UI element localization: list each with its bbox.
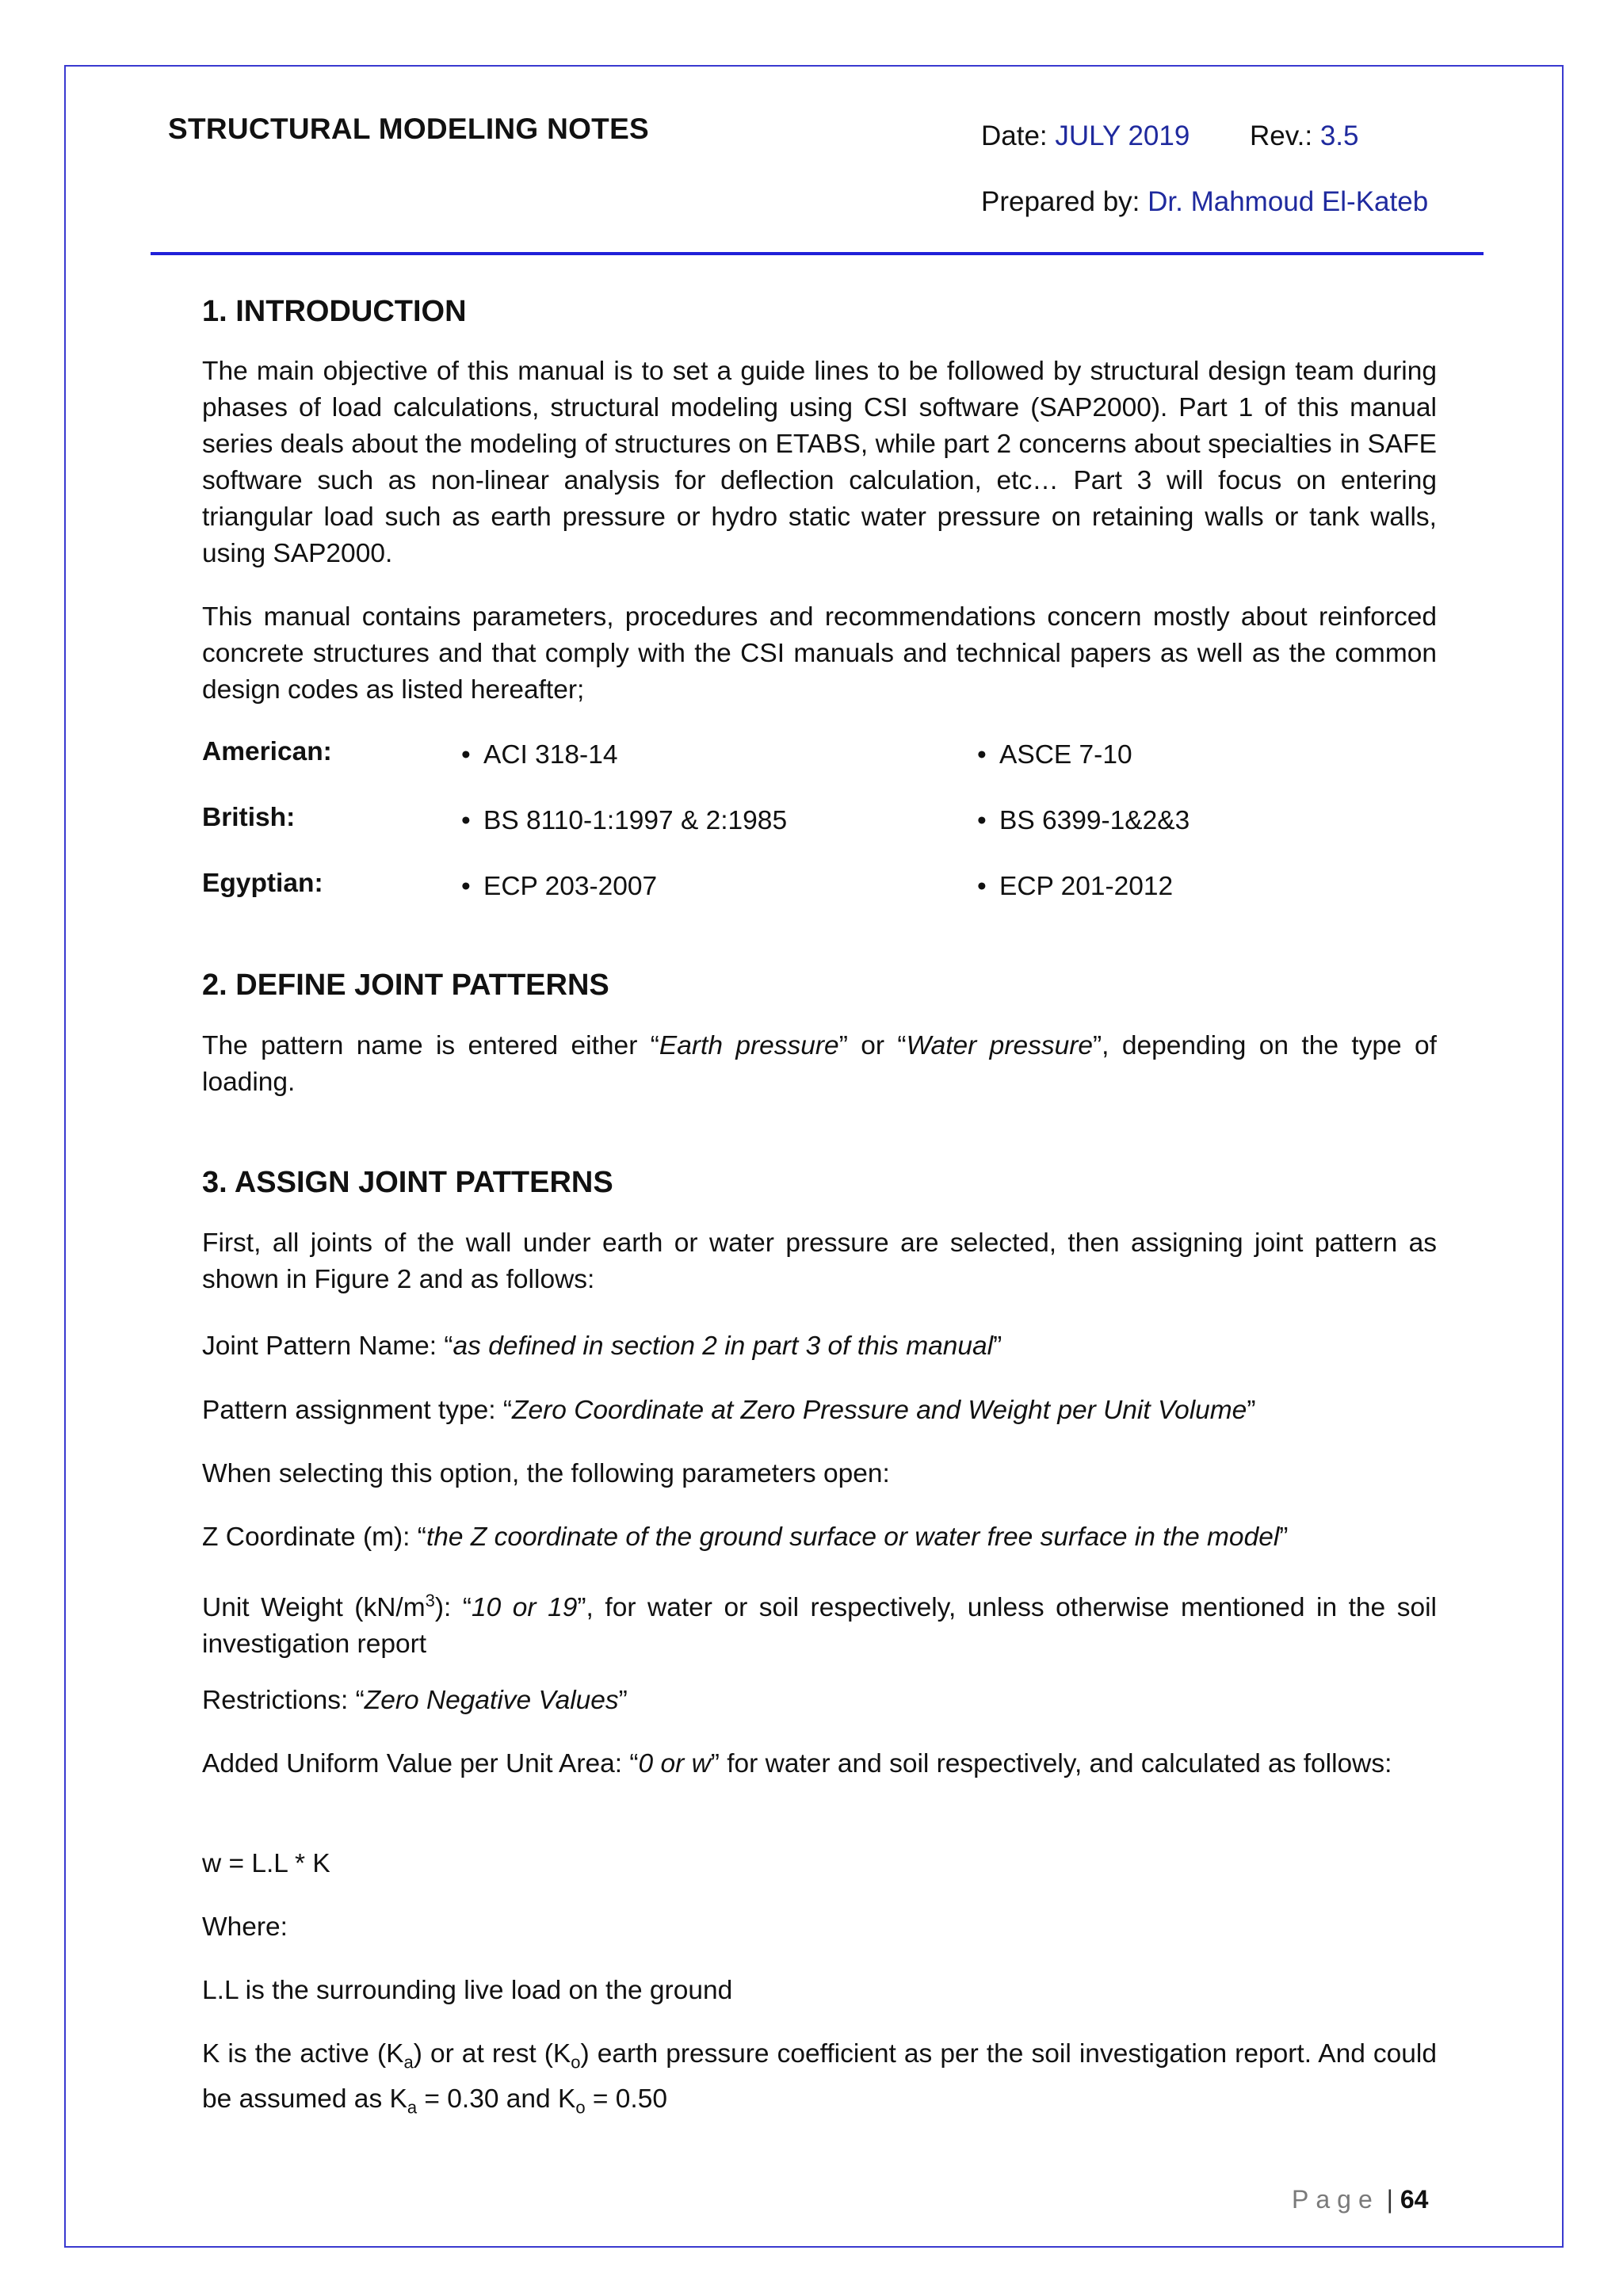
footer-separator: |	[1386, 2185, 1393, 2214]
code-item	[977, 740, 1132, 770]
where-line: Where:	[202, 1912, 288, 1942]
section-introduction	[202, 295, 1437, 329]
prepared-by-value: Dr. Mahmoud El-Kateb	[1148, 186, 1429, 217]
code-label: Egyptian:	[202, 869, 323, 898]
code-text: ECP 201-2012	[999, 872, 1174, 901]
code-row-british	[202, 803, 1470, 869]
bullet-icon: •	[977, 872, 987, 901]
code-item	[461, 740, 617, 770]
live-load-line: L.L is the surrounding live load on the ground	[202, 1976, 733, 2005]
code-label: American:	[202, 737, 332, 766]
bullet-icon: •	[977, 740, 987, 770]
define-text: The pattern name is entered either “Earth pressure” or “Water pressure”, depending on the type of loading.	[202, 1031, 1437, 1097]
section-heading-define: 2. DEFINE JOINT PATTERNS	[202, 968, 609, 1002]
date-value: JULY 2019	[1055, 120, 1190, 151]
code-text: ASCE 7-10	[999, 740, 1132, 770]
pattern-assignment-type-line: Pattern assignment type: “Zero Coordinate at Zero Pressure and Weight per Unit Volume”	[202, 1396, 1256, 1425]
assign-intro-text: First, all joints of the wall under earth or water pressure are selected, then assigning joint pattern as shown in Figure 2 and as follows:	[202, 1228, 1437, 1294]
define-paragraph	[202, 1028, 1437, 1101]
bullet-icon: •	[461, 806, 471, 835]
intro-paragraph-2	[202, 599, 1437, 709]
page-number: 64	[1400, 2185, 1429, 2214]
section-define-joint-patterns	[202, 968, 1437, 1003]
revision-label: Rev.:	[1250, 120, 1320, 151]
revision-line	[1250, 120, 1358, 152]
intro-paragraph-1	[202, 353, 1437, 572]
prepared-by-label: Prepared by:	[981, 186, 1148, 217]
restrictions-line: Restrictions: “Zero Negative Values”	[202, 1686, 628, 1715]
header-divider	[151, 252, 1484, 255]
code-item	[461, 872, 657, 902]
code-row-egyptian	[202, 869, 1470, 934]
code-label: British:	[202, 803, 296, 832]
document-title: STRUCTURAL MODELING NOTES	[168, 113, 650, 145]
design-codes-list	[202, 737, 1470, 934]
page-word: Page	[1292, 2185, 1380, 2214]
revision-value: 3.5	[1319, 120, 1359, 151]
option-line: When selecting this option, the following parameters open:	[202, 1459, 890, 1488]
date-label: Date:	[981, 120, 1056, 151]
intro-text-2: This manual contains parameters, procedures and recommendations concern mostly about reinforced concrete structures and that comply with the CSI manuals and technical papers as well as the common design codes as listed hereafter;	[202, 602, 1437, 705]
bullet-icon: •	[461, 872, 471, 901]
bullet-icon: •	[977, 806, 987, 835]
page-footer	[1292, 2185, 1428, 2214]
code-item	[977, 806, 1190, 836]
section-assign-joint-patterns	[202, 1166, 1437, 1200]
intro-text-1: The main objective of this manual is to set a guide lines to be followed by structural design team during phases of load calculations, structural modeling using CSI software (SAP2000). Part 1 of this manual series deals about the modeling of structures on ETABS, while part 2 concerns about specialties in SAFE software such as non-linear analysis for deflection calculation, etc… Part 3 will focus on entering triangular load such as earth pressure or hydro static water pressure on retaining walls or tank walls, using SAP2000.	[202, 357, 1437, 568]
joint-pattern-name-line: Joint Pattern Name: “as defined in section 2 in part 3 of this manual”	[202, 1331, 1002, 1361]
unit-weight-line: Unit Weight $(kN/m^3)$: “10 or 19”, for water or soil respectively, unless otherwise mentioned in the soil investigation report	[202, 1591, 1437, 1660]
formula-line: w = L.L * K	[202, 1849, 330, 1878]
z-coordinate-line: Z Coordinate (m): “the Z coordinate of the ground surface or water free surface in the model”	[202, 1522, 1289, 1552]
section-heading-introduction: 1. INTRODUCTION	[202, 295, 467, 328]
k-coefficient-line: K is the active $(K_a)$ or at rest $(K_o)$ earth pressure coefficient as per the soil investigation report. And could be assumed as $K_a = 0.30$ and $K_o = 0.50$	[202, 2039, 1438, 2118]
code-item	[461, 806, 787, 836]
code-text: BS 6399-1&2&3	[999, 806, 1190, 835]
code-text: BS 8110-1:1997 & 2:1985	[483, 806, 788, 835]
prepared-by-line	[981, 186, 1428, 218]
code-row-american	[202, 737, 1470, 803]
code-item	[977, 872, 1173, 902]
section-heading-assign: 3. ASSIGN JOINT PATTERNS	[202, 1166, 613, 1199]
added-uniform-value-line: Added Uniform Value per Unit Area: “0 or w” for water and soil respectively, and calculated as follows:	[202, 1749, 1392, 1778]
assign-intro-paragraph	[202, 1225, 1437, 1298]
bullet-icon: •	[461, 740, 471, 770]
date-line	[981, 120, 1190, 152]
code-text: ACI 318-14	[483, 740, 618, 770]
code-text: ECP 203-2007	[483, 872, 658, 901]
